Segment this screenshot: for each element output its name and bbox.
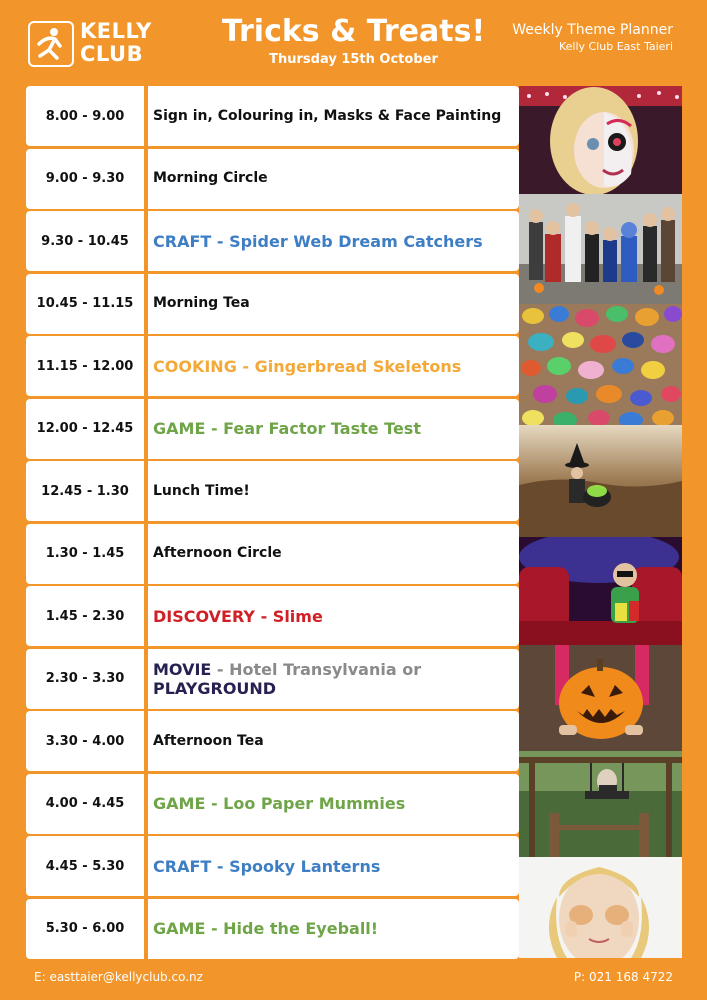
activity-cell: CRAFT - Spooky Lanterns <box>153 856 381 876</box>
runner-logo-icon <box>28 21 74 67</box>
witch-cauldron-photo <box>519 425 682 537</box>
movie-title: - Hotel Transylvania or <box>211 659 422 679</box>
schedule-row <box>26 336 519 396</box>
activity-cell: CRAFT - Spider Web Dream Catchers <box>153 231 483 251</box>
time-cell: 9.30 - 10.45 <box>41 233 129 249</box>
activity-cell: GAME - Fear Factor Taste Test <box>153 419 421 438</box>
time-cell: 12.45 - 1.30 <box>41 483 129 499</box>
cinema-kid-photo <box>519 537 682 645</box>
costume-kids-photo <box>519 194 682 304</box>
activity-cell: GAME - Hide the Eyeball! <box>153 919 379 938</box>
time-cell: 11.15 - 12.00 <box>36 358 134 374</box>
schedule-row <box>26 274 519 334</box>
movie-label: MOVIE <box>153 659 212 679</box>
time-cell: 10.45 - 11.15 <box>36 296 134 311</box>
activity-cell: Afternoon Circle <box>153 545 282 561</box>
eyeball-kid-photo <box>519 857 682 958</box>
footer-phone: P: 021 168 4722 <box>573 970 673 984</box>
painted-rocks-photo <box>519 304 682 425</box>
club-name: Kelly Club East Taieri <box>558 40 673 53</box>
time-cell: 9.00 - 9.30 <box>45 171 125 186</box>
schedule-table <box>26 86 519 958</box>
time-cell: 5.30 - 6.00 <box>45 921 125 936</box>
activity-cell: COOKING - Gingerbread Skeletons <box>153 356 462 376</box>
schedule-row <box>26 149 519 209</box>
time-cell: 4.00 - 4.45 <box>45 796 125 811</box>
schedule-row <box>26 524 519 584</box>
activity-cell: DISCOVERY - Slime <box>153 606 323 626</box>
schedule-row <box>26 899 519 959</box>
activity-cell: GAME - Loo Paper Mummies <box>153 794 406 813</box>
activity-cell: Morning Tea <box>153 295 250 311</box>
swing-photo <box>519 751 682 857</box>
time-cell: 3.30 - 4.00 <box>45 733 125 749</box>
activity-cell: Sign in, Colouring in, Masks & Face Painting <box>153 107 502 124</box>
face-paint-photo <box>519 86 682 194</box>
activity-cell <box>153 649 513 709</box>
page-date: Thursday 15th October <box>269 52 438 67</box>
schedule-row <box>26 649 519 709</box>
schedule-row <box>26 399 519 459</box>
time-cell: 1.30 - 1.45 <box>45 546 125 561</box>
time-cell: 4.45 - 5.30 <box>45 858 125 874</box>
schedule-row <box>26 711 519 771</box>
kelly-club-logo <box>28 18 158 72</box>
schedule-row <box>26 211 519 271</box>
pumpkin-photo <box>519 645 682 751</box>
logo-wordmark: KELLY CLUB <box>80 19 152 66</box>
time-cell: 12.00 - 12.45 <box>36 421 134 436</box>
activity-cell: Morning Circle <box>153 170 268 186</box>
time-cell: 8.00 - 9.00 <box>45 108 125 124</box>
schedule-row <box>26 774 519 834</box>
time-cell: 2.30 - 3.30 <box>45 671 125 686</box>
activity-cell: Afternoon Tea <box>153 732 264 749</box>
schedule-row <box>26 586 519 646</box>
schedule-row <box>26 461 519 521</box>
playground-label: PLAYGROUND <box>153 678 277 698</box>
schedule-row <box>26 836 519 896</box>
schedule-row <box>26 86 519 146</box>
activity-cell: Lunch Time! <box>153 482 250 499</box>
planner-label: Weekly Theme Planner <box>512 22 673 38</box>
page-title: Tricks & Treats! <box>221 14 486 49</box>
time-cell: 1.45 - 2.30 <box>45 608 125 624</box>
footer-email: E: easttaier@kellyclub.co.nz <box>34 970 203 984</box>
